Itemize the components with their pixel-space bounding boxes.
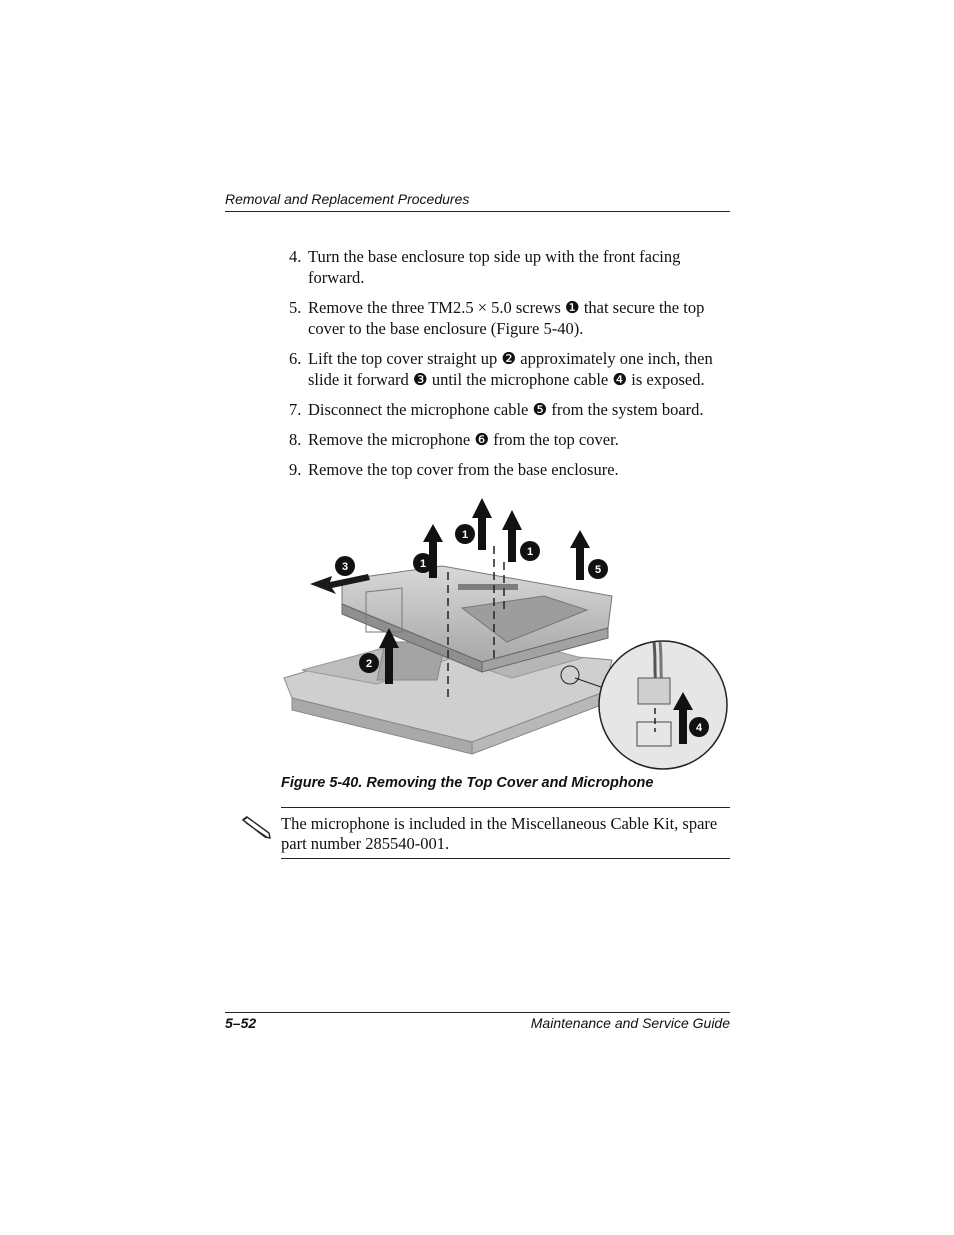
step-text: Remove the top cover from the base enclosure. [308,460,619,479]
callout-label: 1 [419,558,427,570]
step-number: 8. [289,430,302,449]
running-footer [225,1012,730,1031]
pencil-note-icon [240,816,272,840]
page-number: 5–52 [225,1015,257,1031]
step-item [289,297,734,339]
callout-label: 1 [526,546,534,558]
step-number: 6. [289,349,302,368]
figure-caption: Figure 5-40. Removing the Top Cover and Microphone [281,775,654,791]
note-text: The microphone is included in the Miscellaneous Cable Kit, spare part number 285540-001. [281,814,718,853]
callout-label: 5 [594,564,602,576]
step-number: 5. [289,298,302,317]
callout-label: 3 [341,561,349,573]
step-item [289,429,734,450]
step-item [289,459,734,480]
step-number: 4. [289,247,302,266]
step-text: Remove the microphone ❻ from the top cover. [308,430,619,449]
step-text: Turn the base enclosure top side up with the front facing forward. [308,247,681,287]
guide-title: Maintenance and Service Guide [530,1015,730,1031]
step-item [289,399,734,420]
note-divider-top [281,807,730,808]
step-text: Disconnect the microphone cable ❺ from the system board. [308,400,704,419]
callout-label: 4 [695,722,703,734]
step-number: 9. [289,460,302,479]
step-text: Lift the top cover straight up ❷ approximately one inch, then slide it forward ❸ until the microphone cable ❹ is exposed. [308,349,713,389]
running-header: Removal and Replacement Procedures [225,191,730,212]
callout-label: 2 [365,658,373,670]
step-item [289,246,734,288]
base-enclosure-illustration [284,642,612,754]
callout-label: 1 [461,529,469,541]
procedure-steps [289,246,734,489]
step-item [289,348,734,390]
step-text: Remove the three TM2.5 × 5.0 screws ❶ that secure the top cover to the base enclosure (Figure 5-40). [308,298,705,338]
note-divider-bottom [281,858,730,859]
figure-top-cover-removal [282,492,732,774]
step-number: 7. [289,400,302,419]
